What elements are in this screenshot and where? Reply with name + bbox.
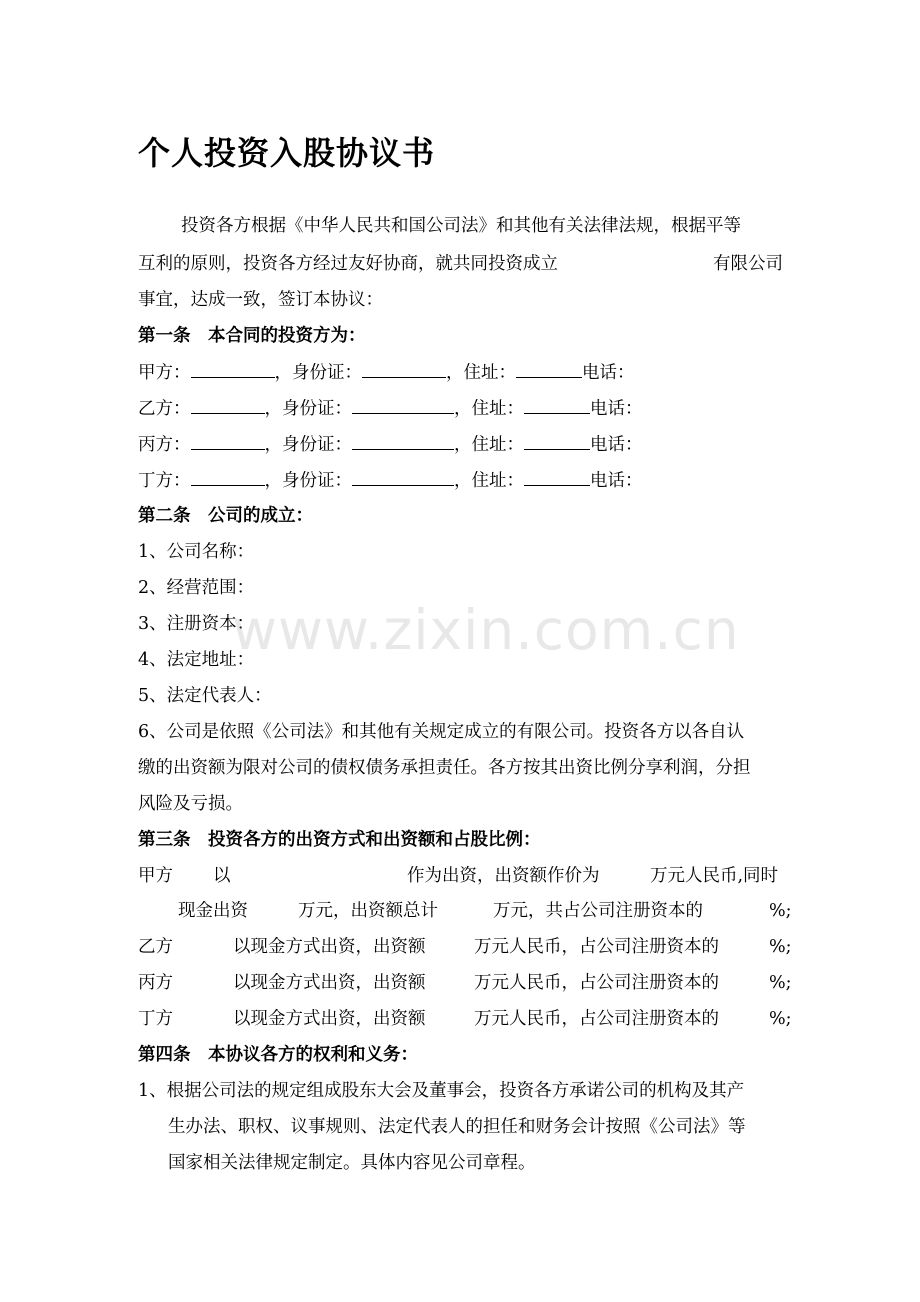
contribution-ding-percent: %;: [769, 1009, 792, 1029]
phone-label: 电话：: [590, 399, 643, 419]
address-blank: [516, 360, 582, 378]
article-2-item-2: 2、经营范围：: [138, 578, 255, 598]
phone-label: 电话：: [590, 435, 643, 455]
article-2-heading: 第二条 公司的成立：: [138, 506, 313, 526]
article-2-item-6-line-2: 缴的出资额为限对公司的债权债务承担责任。各方按其出资比例分享利润，分担: [138, 758, 751, 778]
contribution-ding-text: 以现金方式出资，出资额: [233, 1009, 426, 1029]
contribution-bing-party: 丙方: [138, 973, 173, 993]
name-blank: [191, 360, 275, 378]
cash-contribution-label: 现金出资: [178, 901, 248, 921]
cash-contribution-total: 万元，出资额总计: [298, 901, 438, 921]
id-label: ，身份证：: [274, 363, 362, 383]
cash-contribution-share: 万元，共占公司注册资本的: [493, 901, 703, 921]
article-2-item-6-line-3: 风险及亏损。: [138, 794, 243, 814]
party-row-yi: [138, 396, 643, 421]
article-2-item-4: 4、法定地址：: [138, 650, 255, 670]
article-3-heading: 第三条 投资各方的出资方式和出资额和占股比例：: [138, 830, 541, 850]
address-label: ，住址：: [454, 435, 524, 455]
article-2-item-6-line-1: 6、公司是依照《公司法》和其他有关规定成立的有限公司。投资各方以各自认: [138, 722, 745, 742]
phone-label: 电话：: [582, 363, 635, 383]
party-row-ding: [138, 468, 643, 493]
contribution-jia-party: 甲方: [138, 866, 173, 886]
article-4-heading: 第四条 本协议各方的权利和义务：: [138, 1045, 418, 1065]
contribution-yi-party: 乙方: [138, 937, 173, 957]
address-label: ，住址：: [446, 363, 516, 383]
contribution-ding-text2: 万元人民币，占公司注册资本的: [474, 1009, 719, 1029]
document-title: 个人投资入股协议书: [138, 134, 436, 172]
intro-line-2: [138, 252, 558, 276]
intro-line-2a: 互利的原则，投资各方经过友好协商，就共同投资成立: [138, 254, 558, 274]
contribution-bing-text2: 万元人民币，占公司注册资本的: [474, 973, 719, 993]
address-blank: [524, 468, 590, 486]
intro-line-2b: 有限公司: [713, 254, 783, 274]
party-label: 甲方：: [138, 363, 191, 383]
contribution-jia-valued: 作为出资，出资额作价为: [407, 866, 600, 886]
id-label: ，身份证：: [264, 399, 352, 419]
party-label: 丙方：: [138, 435, 191, 455]
intro-line-3: 事宜，达成一致，签订本协议：: [138, 290, 383, 310]
address-blank: [524, 432, 590, 450]
address-label: ，住址：: [454, 399, 524, 419]
article-2-item-3: 3、注册资本：: [138, 614, 255, 634]
contribution-bing-text: 以现金方式出资，出资额: [233, 973, 426, 993]
id-blank: [352, 468, 454, 486]
id-label: ，身份证：: [264, 435, 352, 455]
address-blank: [524, 396, 590, 414]
watermark: www.zixin.com.cn: [232, 598, 740, 662]
address-label: ，住址：: [454, 471, 524, 491]
contribution-yi-text2: 万元人民币，占公司注册资本的: [474, 937, 719, 957]
id-blank: [352, 396, 454, 414]
id-blank: [352, 432, 454, 450]
contribution-yi-percent: %;: [769, 937, 792, 957]
id-blank: [362, 360, 446, 378]
party-row-bing: [138, 432, 643, 457]
party-label: 丁方：: [138, 471, 191, 491]
cash-contribution-percent: %;: [769, 901, 792, 921]
article-1-heading: 第一条 本合同的投资方为：: [138, 326, 366, 346]
article-2-item-5: 5、法定代表人：: [138, 686, 272, 706]
id-label: ，身份证：: [264, 471, 352, 491]
article-4-item-1-line-1: 1、根据公司法的规定组成股东大会及董事会，投资各方承诺公司的机构及其产: [138, 1081, 745, 1101]
article-2-item-1: 1、公司名称：: [138, 542, 255, 562]
intro-line-1: 投资各方根据《中华人民共和国公司法》和其他有关法律法规，根据平等: [181, 216, 741, 236]
contribution-jia-rmb: 万元人民币,同时: [650, 866, 779, 886]
contribution-jia-with: 以: [213, 866, 231, 886]
contribution-bing-percent: %;: [769, 973, 792, 993]
contribution-ding-party: 丁方: [138, 1009, 173, 1029]
name-blank: [191, 396, 265, 414]
party-row-jia: [138, 360, 635, 385]
name-blank: [191, 432, 265, 450]
contribution-yi-text: 以现金方式出资，出资额: [233, 937, 426, 957]
phone-label: 电话：: [590, 471, 643, 491]
name-blank: [191, 468, 265, 486]
article-4-item-1-line-2: 生办法、职权、议事规则、法定代表人的担任和财务会计按照《公司法》等: [168, 1117, 746, 1137]
article-4-item-1-line-3: 国家相关法律规定制定。具体内容见公司章程。: [168, 1153, 536, 1173]
party-label: 乙方：: [138, 399, 191, 419]
